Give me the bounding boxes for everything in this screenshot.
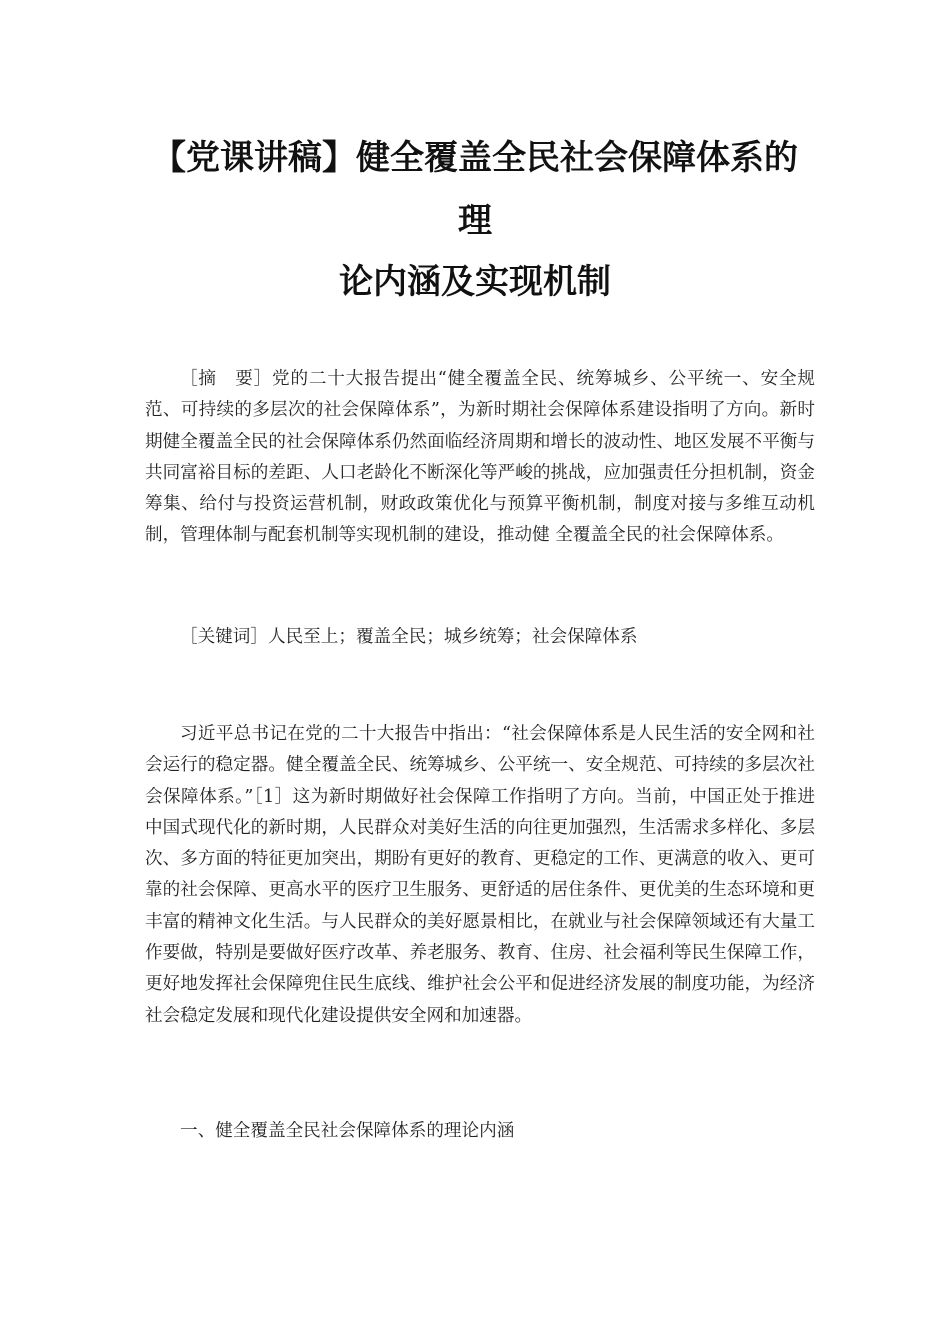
body-paragraph: 习近平总书记在党的二十大报告中指出：“社会保障体系是人民生活的安全网和社会运行的稳定器。健全覆盖全民、统筹城乡、公平统一、安全规范、可持续的多层次社会保障体系。”［1］这为新时期做好社会保障工作指明了方向。当前，中国正处于推进中国式现代化的新时期，人民群众对美好生活的向往更加强烈，生活需求多样化、多层次、多方面的特征更加突出，期盼有更好的教育、更稳定的工作、更满意的收入、更可靠的社会保障、更高水平的医疗卫生服务、更舒适的居住条件、更优美的生态环境和更丰富的精神文化生活。与人民群众的美好愿景相比，在就业与社会保障领域还有大量工作要做，特别是要做好医疗改革、养老服务、教育、住房、社会福利等民生保障工作，更好地发挥社会保障兜住民生底线、维护社会公平和促进经济发展的制度功能，为经济社会稳定发展和现代化建设提供安全网和加速器。 xyxy=(145,724,815,1026)
document-title-line-1: 【党课讲稿】健全覆盖全民社会保障体系的 xyxy=(152,138,798,178)
document-title-line-2: 理 xyxy=(458,201,492,241)
abstract-paragraph: ［摘 要］党的二十大报告提出“健全覆盖全民、统筹城乡、公平统一、安全规范、可持续的多层次的社会保障体系”，为新时期社会保障体系建设指明了方向。新时期健全覆盖全民的社会保障体系仍然面临经济周期和增长的波动性、地区发展不平衡与共同富裕目标的差距、人口老龄化不断深化等严峻的挑战，应加强责任分担机制，资金筹集、给付与投资运营机制，财政政策优化与预算平衡机制，制度对接与多维互动机制，管理体制与配套机制等实现机制的建设，推动健 全覆盖全民的社会保障体系。 xyxy=(145,369,815,546)
section-heading: 一、健全覆盖全民社会保障体系的理论内涵 xyxy=(180,1121,515,1141)
document-title-line-3: 论内涵及实现机制 xyxy=(339,262,611,302)
keywords-paragraph: ［关键词］人民至上；覆盖全民；城乡统筹；社会保障体系 xyxy=(180,627,638,647)
